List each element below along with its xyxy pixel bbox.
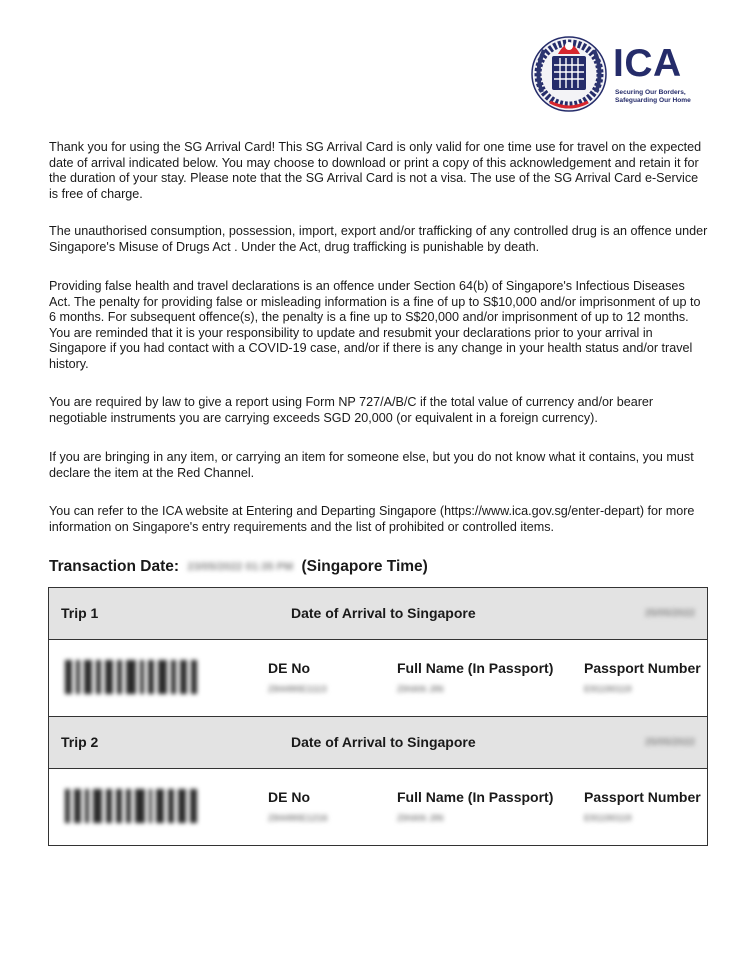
- ica-tagline: Securing Our Borders, Safeguarding Our Home: [615, 89, 691, 104]
- de-no-value: Z84490E1113: [268, 684, 327, 695]
- ica-crest-icon: [530, 32, 610, 116]
- arrival-date-label: Date of Arrival to Singapore: [291, 734, 476, 750]
- passport-number-header: Passport Number: [584, 789, 701, 805]
- transaction-date-value: 23/05/2022 01:35 PM: [187, 560, 294, 573]
- barcode: [65, 660, 201, 694]
- transaction-date-label: Transaction Date:: [49, 558, 180, 575]
- de-no-value: Z84490E1216: [268, 813, 328, 824]
- barcode: [65, 789, 201, 823]
- ica-wordmark: ICA: [613, 42, 682, 85]
- arrival-date-value: 25/05/2022: [644, 608, 695, 619]
- trip-details: [49, 769, 707, 845]
- transaction-date-suffix: (Singapore Time): [301, 558, 428, 575]
- full-name-header: Full Name (In Passport): [397, 660, 554, 676]
- passport-number-value: E91190119: [584, 813, 632, 824]
- full-name-header: Full Name (In Passport): [397, 789, 554, 805]
- transaction-date: [49, 558, 428, 576]
- passport-number-header: Passport Number: [584, 660, 701, 676]
- drug-warning-paragraph: The unauthorised consumption, possession, import, export and/or trafficking of any controlled drug is an offence under Singapore's Misuse of Drugs Act . Under the Act, drug trafficking is punishable by death.: [49, 224, 708, 254]
- red-channel-paragraph: If you are bringing in any item, or carrying an item for someone else, but you do not know what it contains, you must declare the item at the Red Channel.: [49, 450, 694, 480]
- currency-report-paragraph: You are required by law to give a report using Form NP 727/A/B/C if the total value of currency and/or bearer negotiable instruments you are carrying exceeds SGD 20,000 (or equivalent in a foreign currency).: [49, 395, 654, 425]
- full-name-value: ZIHAN JIN: [397, 684, 444, 695]
- trip-label: Trip 2: [61, 734, 99, 750]
- trip-label: Trip 1: [61, 605, 99, 621]
- trip-details: [49, 640, 707, 717]
- health-declaration-paragraph: Providing false health and travel declarations is an offence under Section 64(b) of Singapore's Infectious Diseases Act. The penalty for providing false or misleading information is a fine of up to S$10,000 and/or imprisonment of up to 6 months. For subsequent offence(s), the penalty is a fine up to S$20,000 and/or imprisonment of up to 12 months. You are reminded that it is your responsibility to update and resubmit your declarations prior to your arrival in Singapore if you had contact with a COVID-19 case, and/or if there is any change in your health status and/or travel history.: [49, 279, 701, 371]
- passport-number-value: E91190119: [584, 684, 632, 695]
- de-no-header: DE No: [268, 789, 310, 805]
- ica-website-paragraph: You can refer to the ICA website at Entering and Departing Singapore (https://www.ica.gov.sg/enter-depart) for more information on Singapore's entry requirements and the list of prohibited or controlled items.: [49, 504, 695, 534]
- trip-header: [49, 717, 707, 769]
- de-no-header: DE No: [268, 660, 310, 676]
- full-name-value: ZIHAN JIN: [397, 813, 444, 824]
- arrival-date-label: Date of Arrival to Singapore: [291, 605, 476, 621]
- intro-paragraph: Thank you for using the SG Arrival Card! This SG Arrival Card is only valid for one time use for travel on the expected date of arrival indicated below. You may choose to download or print a copy of this acknowledgement and retain it for the duration of your stay. Please note that the SG Arrival Card is not a visa. The use of the SG Arrival Card e-Service is free of charge.: [49, 140, 702, 201]
- arrival-date-value: 25/05/2022: [644, 737, 695, 748]
- trip-header: [49, 588, 707, 640]
- ica-logo: [530, 32, 690, 116]
- trips-table: [48, 587, 708, 846]
